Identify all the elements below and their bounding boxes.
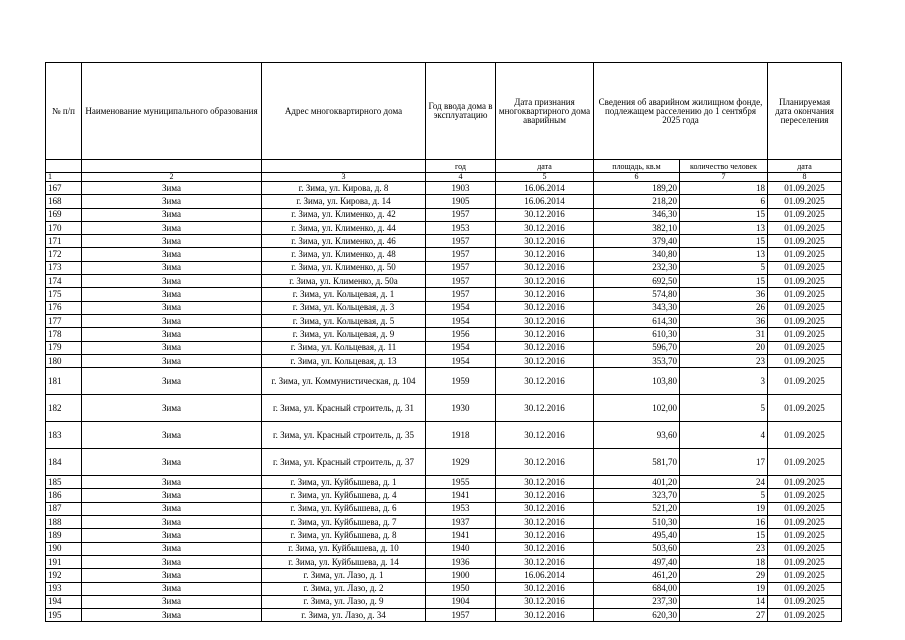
cell-address: г. Зима, ул. Красный строитель, д. 31 [262,395,426,422]
table-row [46,221,842,234]
table-row [46,235,842,248]
cell-municipality: Зима [82,489,262,502]
cell-year: 1959 [426,368,496,395]
cell-address: г. Зима, ул. Куйбышева, д. 1 [262,476,426,489]
cell-area: 497,40 [594,555,680,568]
cell-area: 189,20 [594,182,680,195]
table-row [46,248,842,261]
cell-num: 173 [46,261,82,274]
cell-area: 692,50 [594,275,680,288]
cell-planned-end: 01.09.2025 [768,354,842,367]
cell-planned-end: 01.09.2025 [768,182,842,195]
table-body [46,182,842,622]
cell-planned-end: 01.09.2025 [768,502,842,515]
cell-municipality: Зима [82,288,262,301]
cell-address: г. Зима, ул. Куйбышева, д. 7 [262,516,426,529]
cell-planned-end: 01.09.2025 [768,529,842,542]
cell-year: 1900 [426,569,496,582]
column-number: 1 [46,173,82,182]
cell-address: г. Зима, ул. Куйбышева, д. 10 [262,542,426,555]
cell-year: 1957 [426,208,496,221]
cell-address: г. Зима, ул. Кольцевая, д. 9 [262,328,426,341]
subheader-year: год [426,160,496,173]
cell-year: 1950 [426,582,496,595]
cell-recognition-date: 16.06.2014 [496,195,594,208]
cell-municipality: Зима [82,328,262,341]
cell-area: 382,10 [594,221,680,234]
table-row [46,288,842,301]
cell-area: 93,60 [594,422,680,449]
cell-year: 1957 [426,248,496,261]
column-number: 6 [594,173,680,182]
cell-num: 191 [46,555,82,568]
col-header-planned-end: Планируемая дата окончания переселения [768,63,842,160]
cell-num: 192 [46,569,82,582]
cell-municipality: Зима [82,195,262,208]
subheader-date: дата [496,160,594,173]
cell-recognition-date: 30.12.2016 [496,595,594,608]
cell-year: 1953 [426,221,496,234]
table-row [46,595,842,608]
table-row [46,328,842,341]
cell-num: 182 [46,395,82,422]
table-row [46,195,842,208]
cell-people: 4 [680,422,768,449]
subheader-row [46,160,842,173]
cell-people: 26 [680,301,768,314]
cell-planned-end: 01.09.2025 [768,195,842,208]
cell-planned-end: 01.09.2025 [768,368,842,395]
cell-recognition-date: 30.12.2016 [496,248,594,261]
cell-num: 177 [46,314,82,327]
cell-planned-end: 01.09.2025 [768,341,842,354]
cell-recognition-date: 30.12.2016 [496,609,594,622]
cell-municipality: Зима [82,595,262,608]
cell-people: 5 [680,395,768,422]
column-number: 2 [82,173,262,182]
cell-area: 340,80 [594,248,680,261]
cell-address: г. Зима, ул. Кирова, д. 8 [262,182,426,195]
cell-num: 170 [46,221,82,234]
cell-num: 185 [46,476,82,489]
cell-municipality: Зима [82,354,262,367]
cell-area: 379,40 [594,235,680,248]
cell-area: 581,70 [594,449,680,476]
column-number-row [46,173,842,182]
cell-area: 232,30 [594,261,680,274]
cell-year: 1937 [426,516,496,529]
table-row [46,529,842,542]
column-number: 5 [496,173,594,182]
cell-municipality: Зима [82,449,262,476]
cell-planned-end: 01.09.2025 [768,609,842,622]
subheader-empty [262,160,426,173]
cell-planned-end: 01.09.2025 [768,235,842,248]
cell-recognition-date: 30.12.2016 [496,502,594,515]
cell-year: 1936 [426,555,496,568]
cell-municipality: Зима [82,221,262,234]
cell-recognition-date: 30.12.2016 [496,529,594,542]
table-row [46,301,842,314]
cell-municipality: Зима [82,314,262,327]
cell-address: г. Зима, ул. Красный строитель, д. 37 [262,449,426,476]
table-row [46,476,842,489]
cell-recognition-date: 30.12.2016 [496,208,594,221]
cell-address: г. Зима, ул. Кольцевая, д. 11 [262,341,426,354]
cell-address: г. Зима, ул. Лазо, д. 1 [262,569,426,582]
cell-recognition-date: 16.06.2014 [496,569,594,582]
cell-municipality: Зима [82,555,262,568]
cell-address: г. Зима, ул. Кирова, д. 14 [262,195,426,208]
cell-address: г. Зима, ул. Лазо, д. 34 [262,609,426,622]
cell-planned-end: 01.09.2025 [768,208,842,221]
housing-table [45,62,842,622]
cell-num: 168 [46,195,82,208]
cell-planned-end: 01.09.2025 [768,395,842,422]
subheader-end-date: дата [768,160,842,173]
table-row [46,261,842,274]
cell-address: г. Зима, ул. Клименко, д. 50а [262,275,426,288]
cell-municipality: Зима [82,341,262,354]
cell-area: 461,20 [594,569,680,582]
table-row [46,569,842,582]
cell-planned-end: 01.09.2025 [768,288,842,301]
cell-planned-end: 01.09.2025 [768,328,842,341]
cell-area: 401,20 [594,476,680,489]
cell-people: 5 [680,489,768,502]
cell-planned-end: 01.09.2025 [768,555,842,568]
cell-address: г. Зима, ул. Лазо, д. 2 [262,582,426,595]
cell-recognition-date: 30.12.2016 [496,542,594,555]
subheader-empty [46,160,82,173]
cell-municipality: Зима [82,476,262,489]
col-header-address: Адрес многоквартирного дома [262,63,426,160]
cell-num: 186 [46,489,82,502]
cell-recognition-date: 30.12.2016 [496,422,594,449]
table-row [46,341,842,354]
col-header-fund-info: Сведения об аварийном жилищном фонде, подлежащем расселению до 1 сентября 2025 года [594,63,768,160]
cell-recognition-date: 30.12.2016 [496,288,594,301]
cell-municipality: Зима [82,248,262,261]
cell-planned-end: 01.09.2025 [768,422,842,449]
cell-area: 103,80 [594,368,680,395]
cell-recognition-date: 30.12.2016 [496,516,594,529]
cell-people: 27 [680,609,768,622]
cell-people: 24 [680,476,768,489]
column-number: 4 [426,173,496,182]
cell-address: г. Зима, ул. Куйбышева, д. 4 [262,489,426,502]
cell-people: 29 [680,569,768,582]
cell-num: 190 [46,542,82,555]
cell-num: 181 [46,368,82,395]
table-row [46,489,842,502]
cell-area: 343,30 [594,301,680,314]
cell-municipality: Зима [82,569,262,582]
cell-municipality: Зима [82,609,262,622]
cell-people: 5 [680,261,768,274]
cell-num: 175 [46,288,82,301]
col-header-municipality: Наименование муниципального образования [82,63,262,160]
cell-num: 180 [46,354,82,367]
cell-area: 620,30 [594,609,680,622]
cell-planned-end: 01.09.2025 [768,449,842,476]
cell-municipality: Зима [82,368,262,395]
cell-planned-end: 01.09.2025 [768,261,842,274]
cell-num: 169 [46,208,82,221]
cell-recognition-date: 30.12.2016 [496,555,594,568]
table-row [46,314,842,327]
cell-people: 23 [680,542,768,555]
cell-municipality: Зима [82,261,262,274]
cell-planned-end: 01.09.2025 [768,301,842,314]
cell-recognition-date: 30.12.2016 [496,368,594,395]
table-row [46,609,842,622]
cell-people: 20 [680,341,768,354]
table-row [46,555,842,568]
cell-year: 1957 [426,235,496,248]
cell-municipality: Зима [82,529,262,542]
cell-num: 174 [46,275,82,288]
cell-people: 17 [680,449,768,476]
cell-address: г. Зима, ул. Куйбышева, д. 6 [262,502,426,515]
cell-num: 179 [46,341,82,354]
cell-year: 1956 [426,328,496,341]
cell-area: 521,20 [594,502,680,515]
cell-area: 574,80 [594,288,680,301]
cell-address: г. Зима, ул. Лазо, д. 9 [262,595,426,608]
cell-planned-end: 01.09.2025 [768,542,842,555]
cell-recognition-date: 16.06.2014 [496,182,594,195]
cell-municipality: Зима [82,582,262,595]
table-row [46,275,842,288]
cell-people: 15 [680,275,768,288]
cell-num: 195 [46,609,82,622]
cell-municipality: Зима [82,235,262,248]
cell-num: 176 [46,301,82,314]
table-row [46,422,842,449]
cell-area: 237,30 [594,595,680,608]
cell-recognition-date: 30.12.2016 [496,354,594,367]
cell-municipality: Зима [82,422,262,449]
cell-year: 1954 [426,301,496,314]
cell-municipality: Зима [82,275,262,288]
cell-year: 1957 [426,275,496,288]
cell-planned-end: 01.09.2025 [768,221,842,234]
cell-area: 610,30 [594,328,680,341]
column-number: 3 [262,173,426,182]
cell-people: 18 [680,182,768,195]
cell-people: 6 [680,195,768,208]
cell-year: 1929 [426,449,496,476]
cell-year: 1954 [426,314,496,327]
cell-planned-end: 01.09.2025 [768,582,842,595]
subheader-people: количество человек [680,160,768,173]
cell-year: 1940 [426,542,496,555]
cell-year: 1930 [426,395,496,422]
cell-num: 183 [46,422,82,449]
cell-area: 346,30 [594,208,680,221]
cell-address: г. Зима, ул. Красный строитель, д. 35 [262,422,426,449]
subheader-area: площадь, кв.м [594,160,680,173]
cell-people: 19 [680,582,768,595]
cell-address: г. Зима, ул. Клименко, д. 42 [262,208,426,221]
cell-area: 614,30 [594,314,680,327]
cell-num: 171 [46,235,82,248]
cell-recognition-date: 30.12.2016 [496,314,594,327]
cell-people: 18 [680,555,768,568]
cell-address: г. Зима, ул. Кольцевая, д. 5 [262,314,426,327]
cell-address: г. Зима, ул. Кольцевая, д. 3 [262,301,426,314]
cell-municipality: Зима [82,542,262,555]
cell-people: 16 [680,516,768,529]
cell-num: 194 [46,595,82,608]
cell-num: 167 [46,182,82,195]
cell-planned-end: 01.09.2025 [768,248,842,261]
cell-area: 510,30 [594,516,680,529]
cell-recognition-date: 30.12.2016 [496,221,594,234]
cell-recognition-date: 30.12.2016 [496,341,594,354]
cell-num: 188 [46,516,82,529]
cell-year: 1941 [426,529,496,542]
cell-people: 36 [680,288,768,301]
table-row [46,502,842,515]
cell-address: г. Зима, ул. Клименко, д. 46 [262,235,426,248]
cell-recognition-date: 30.12.2016 [496,275,594,288]
cell-municipality: Зима [82,502,262,515]
cell-recognition-date: 30.12.2016 [496,301,594,314]
cell-recognition-date: 30.12.2016 [496,328,594,341]
cell-municipality: Зима [82,395,262,422]
cell-area: 218,20 [594,195,680,208]
cell-people: 19 [680,502,768,515]
cell-people: 3 [680,368,768,395]
cell-planned-end: 01.09.2025 [768,595,842,608]
cell-area: 503,60 [594,542,680,555]
cell-num: 184 [46,449,82,476]
table-row [46,542,842,555]
cell-planned-end: 01.09.2025 [768,275,842,288]
cell-people: 15 [680,208,768,221]
cell-year: 1953 [426,502,496,515]
cell-year: 1955 [426,476,496,489]
table-row [46,208,842,221]
cell-area: 353,70 [594,354,680,367]
cell-year: 1918 [426,422,496,449]
cell-address: г. Зима, ул. Коммунистическая, д. 104 [262,368,426,395]
cell-people: 23 [680,354,768,367]
cell-people: 36 [680,314,768,327]
cell-address: г. Зима, ул. Куйбышева, д. 8 [262,529,426,542]
col-header-year: Год ввода дома в эксплуатацию [426,63,496,160]
cell-recognition-date: 30.12.2016 [496,235,594,248]
table-row [46,368,842,395]
table-row [46,516,842,529]
table-row [46,449,842,476]
table-row [46,395,842,422]
cell-recognition-date: 30.12.2016 [496,476,594,489]
cell-planned-end: 01.09.2025 [768,516,842,529]
cell-year: 1954 [426,354,496,367]
cell-people: 15 [680,235,768,248]
cell-people: 13 [680,248,768,261]
cell-num: 172 [46,248,82,261]
cell-municipality: Зима [82,208,262,221]
cell-year: 1957 [426,609,496,622]
column-number: 7 [680,173,768,182]
header-row [46,63,842,160]
cell-num: 193 [46,582,82,595]
cell-area: 684,00 [594,582,680,595]
subheader-empty [82,160,262,173]
cell-recognition-date: 30.12.2016 [496,395,594,422]
cell-address: г. Зима, ул. Куйбышева, д. 14 [262,555,426,568]
cell-num: 178 [46,328,82,341]
cell-year: 1903 [426,182,496,195]
cell-recognition-date: 30.12.2016 [496,261,594,274]
cell-year: 1957 [426,261,496,274]
cell-planned-end: 01.09.2025 [768,314,842,327]
col-header-recognition-date: Дата признания многоквартирного дома аварийным [496,63,594,160]
cell-people: 13 [680,221,768,234]
cell-planned-end: 01.09.2025 [768,569,842,582]
cell-address: г. Зима, ул. Кольцевая, д. 13 [262,354,426,367]
cell-address: г. Зима, ул. Кольцевая, д. 1 [262,288,426,301]
cell-area: 323,70 [594,489,680,502]
cell-municipality: Зима [82,301,262,314]
column-number: 8 [768,173,842,182]
cell-area: 495,40 [594,529,680,542]
table-row [46,182,842,195]
cell-area: 596,70 [594,341,680,354]
cell-address: г. Зима, ул. Клименко, д. 44 [262,221,426,234]
cell-year: 1954 [426,341,496,354]
cell-recognition-date: 30.12.2016 [496,489,594,502]
cell-address: г. Зима, ул. Клименко, д. 50 [262,261,426,274]
cell-year: 1957 [426,288,496,301]
cell-recognition-date: 30.12.2016 [496,449,594,476]
cell-year: 1905 [426,195,496,208]
cell-num: 187 [46,502,82,515]
cell-municipality: Зима [82,182,262,195]
cell-planned-end: 01.09.2025 [768,489,842,502]
cell-recognition-date: 30.12.2016 [496,582,594,595]
cell-planned-end: 01.09.2025 [768,476,842,489]
cell-people: 14 [680,595,768,608]
cell-area: 102,00 [594,395,680,422]
cell-year: 1904 [426,595,496,608]
cell-year: 1941 [426,489,496,502]
cell-num: 189 [46,529,82,542]
cell-address: г. Зима, ул. Клименко, д. 48 [262,248,426,261]
cell-municipality: Зима [82,516,262,529]
table-row [46,354,842,367]
cell-people: 31 [680,328,768,341]
col-header-num: № п/п [46,63,82,160]
cell-people: 15 [680,529,768,542]
table-row [46,582,842,595]
